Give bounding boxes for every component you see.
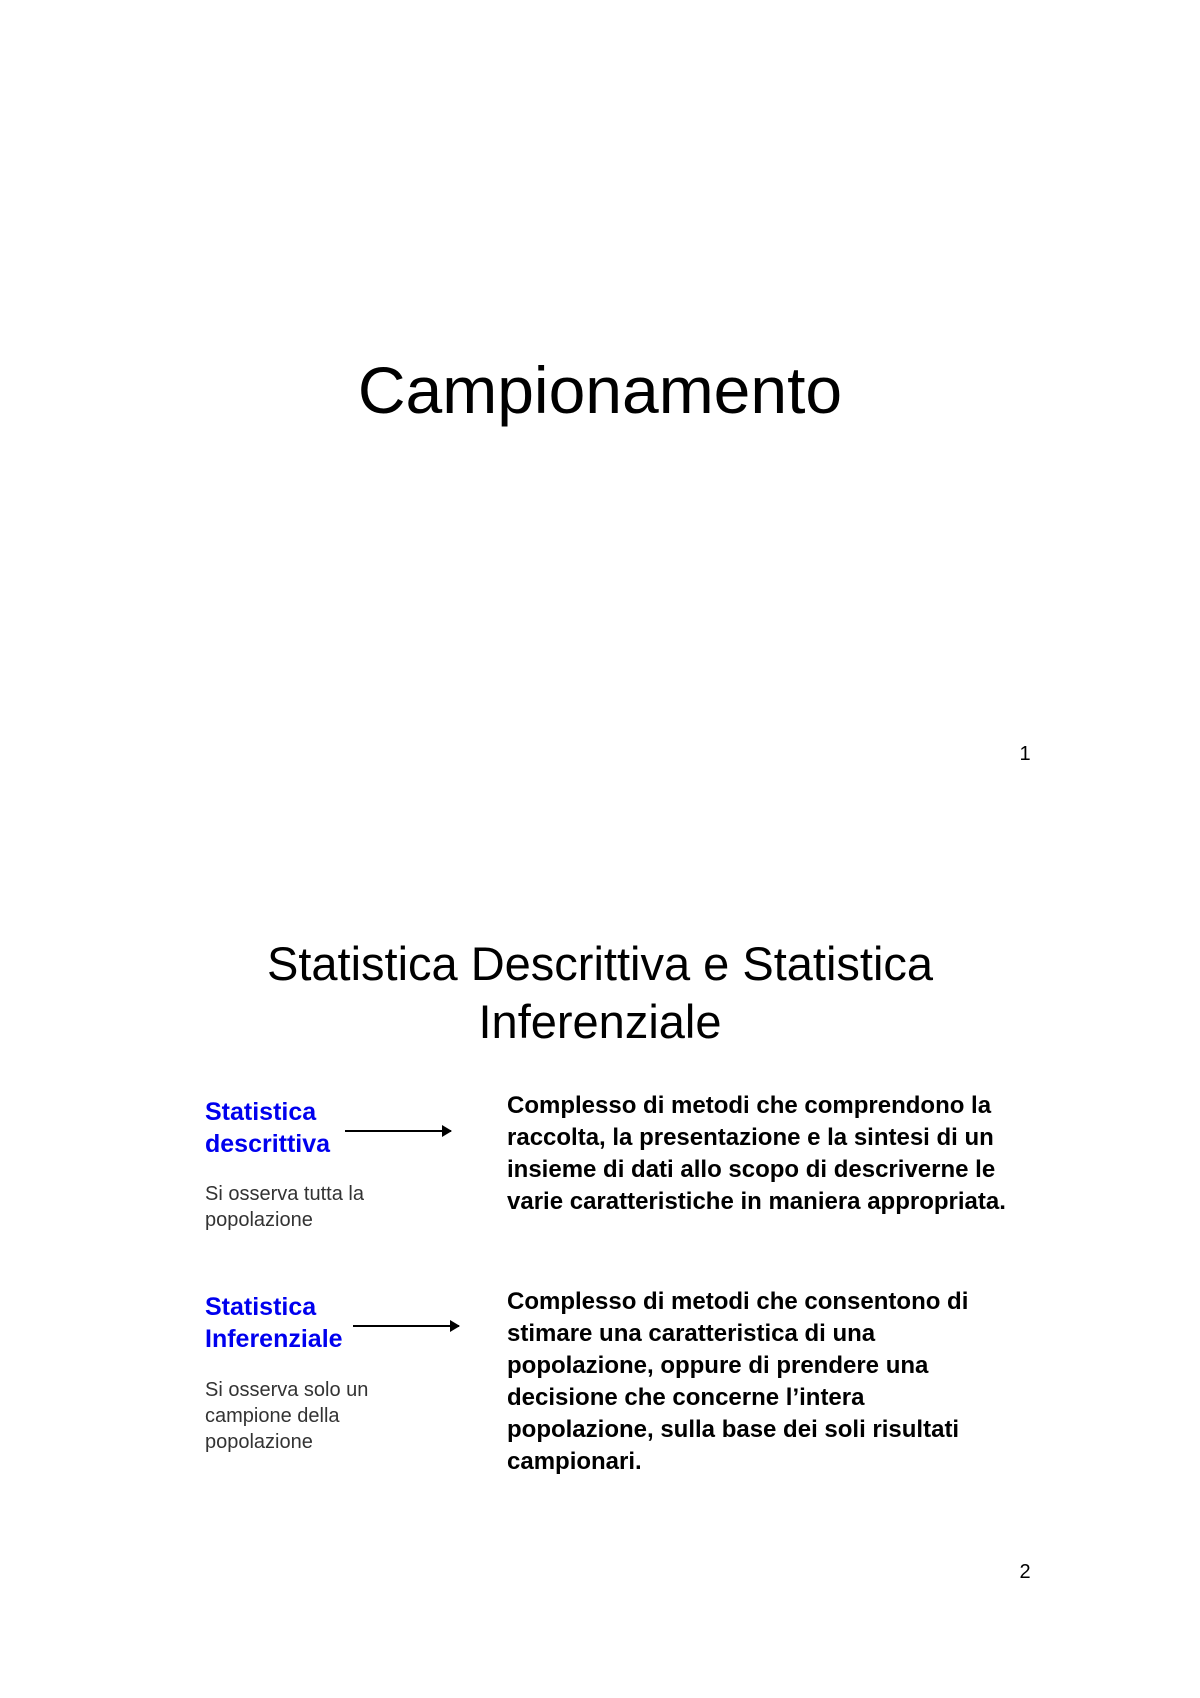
note-line: campione della xyxy=(205,1405,340,1427)
slide-1 xyxy=(0,0,1200,790)
term-statistica-inferenziale xyxy=(205,1291,343,1355)
term-note xyxy=(205,1377,435,1455)
page-number: 1 xyxy=(1019,743,1031,765)
slide-title xyxy=(150,935,1050,1051)
slide-title: Campionamento xyxy=(357,353,843,427)
page-number: 2 xyxy=(1019,1561,1031,1583)
right-arrow-icon xyxy=(353,1325,459,1327)
definition-statistica-inferenziale: Complesso di metodi che consentono di stimare una caratteristica di una popolazione, oppure di prendere una decisione che concerne l’intera popolazione, sulla base dei soli risultati campionari. xyxy=(507,1288,969,1475)
slide-2 xyxy=(0,790,1200,1698)
note-line: popolazione xyxy=(205,1431,313,1453)
term-statistica-descrittiva xyxy=(205,1096,330,1160)
term-line: Statistica xyxy=(205,1098,317,1126)
slide-title-line: Inferenziale xyxy=(478,995,722,1048)
term-line: descrittiva xyxy=(205,1130,331,1158)
term-line: Statistica xyxy=(205,1293,317,1321)
right-arrow-icon xyxy=(345,1130,451,1132)
note-line: Si osserva tutta la xyxy=(205,1183,364,1205)
slide-title-line: Statistica Descrittiva e Statistica xyxy=(266,937,934,990)
term-line: Inferenziale xyxy=(205,1325,343,1353)
note-line: Si osserva solo un xyxy=(205,1379,369,1401)
definition-statistica-descrittiva: Complesso di metodi che comprendono la raccolta, la presentazione e la sintesi di un insieme di dati allo scopo di descriverne le varie caratteristiche in maniera appropriata. xyxy=(507,1092,1006,1215)
note-line: popolazione xyxy=(205,1209,313,1231)
term-note xyxy=(205,1181,435,1233)
